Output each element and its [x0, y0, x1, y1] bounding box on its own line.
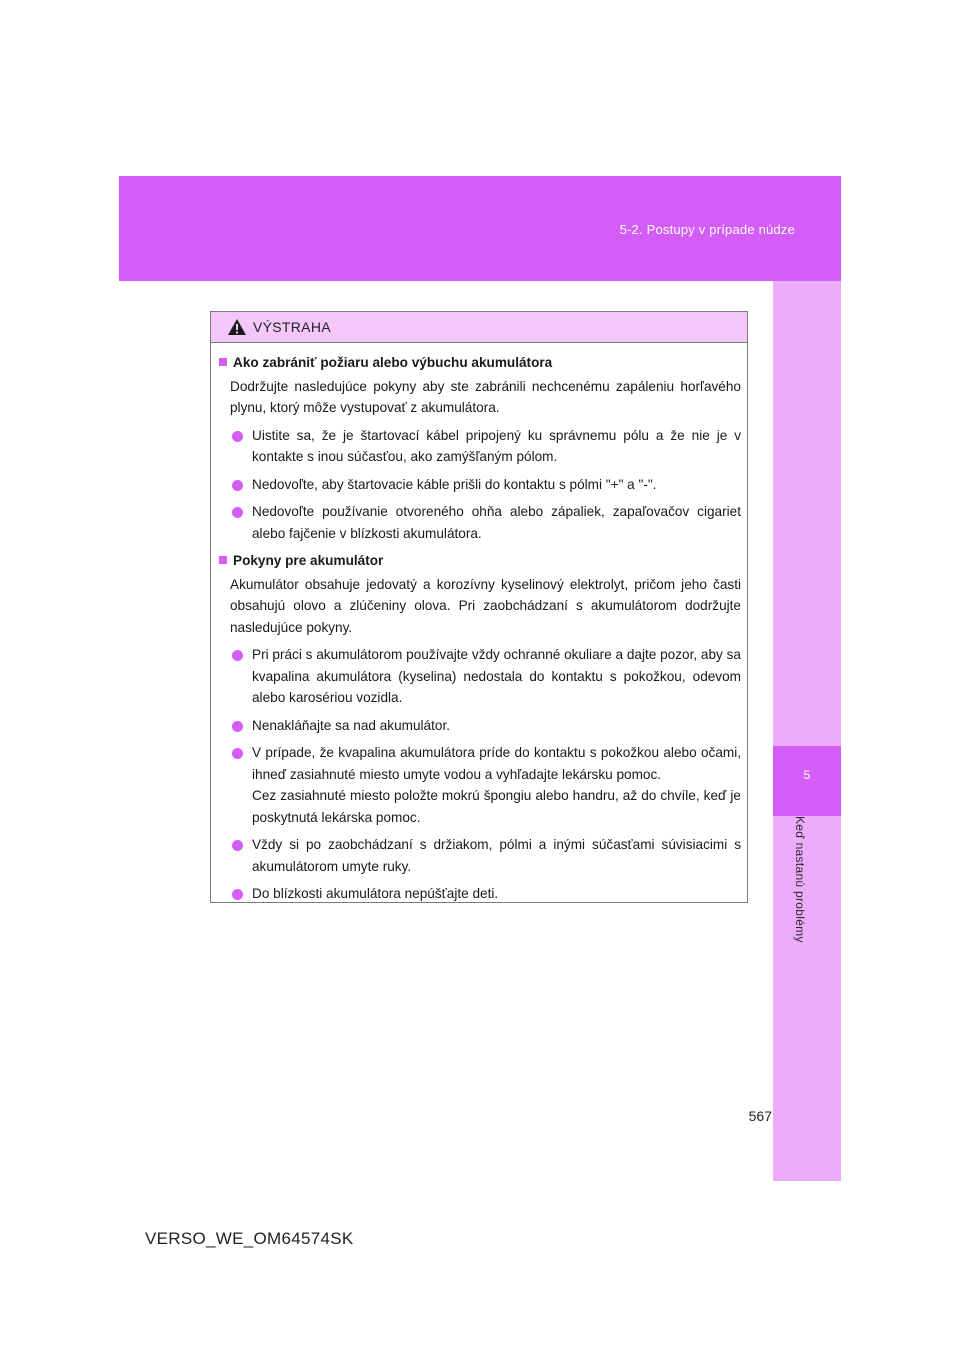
circle-bullet-icon	[232, 840, 243, 851]
square-bullet-icon	[219, 358, 227, 366]
list-item: Pri práci s akumulátorom používajte vždy ochranné okuliare a dajte pozor, aby sa kvapalina akumulátora (kyselina) nedostala do kontaktu s pokožkou, odevom alebo karosériou vozidla.	[219, 644, 741, 709]
list-item: Nenakláňajte sa nad akumulátor.	[219, 715, 741, 737]
warning-body	[211, 343, 747, 905]
document-code: VERSO_WE_OM64574SK	[145, 1229, 354, 1248]
list-item: Uistite sa, že je štartovací kábel pripojený ku správnemu pólu a že nie je v kontakte s inou súčasťou, ako zamýšľaným pólom.	[219, 425, 741, 468]
square-bullet-icon	[219, 556, 227, 564]
chapter-tab[interactable]	[773, 746, 841, 816]
topic-heading: Pokyny pre akumulátor	[233, 553, 384, 568]
topic-battery-precautions	[219, 550, 741, 905]
circle-bullet-icon	[232, 431, 243, 442]
circle-bullet-icon	[232, 748, 243, 759]
warning-header	[211, 312, 747, 343]
chapter-number: 5	[803, 768, 811, 782]
topic-heading: Ako zabrániť požiaru alebo výbuchu akumulátora	[233, 355, 553, 370]
topic-intro: Akumulátor obsahuje jedovatý a korozívny kyselinový elektrolyt, pričom jeho časti obsahujú olovo a zlúčeniny olova. Pri zaobchádzaní s akumulátorom dodržujte nasledujúce pokyny.	[230, 576, 741, 635]
circle-bullet-icon	[232, 650, 243, 661]
chapter-label: Keď nastanú problémy	[793, 816, 807, 943]
circle-bullet-icon	[232, 889, 243, 900]
list-item: Vždy si po zaobchádzaní s držiakom, pólmi a inými súčasťami súvisiacimi s akumulátorom umyte ruky.	[219, 834, 741, 877]
list-item: Do blízkosti akumulátora nepúšťajte deti.	[219, 883, 741, 905]
list-item: V prípade, že kvapalina akumulátora príde do kontaktu s pokožkou alebo očami, ihneď zasiahnuté miesto umyte vodou a vyhľadajte lekársku pomoc. Cez zasiahnuté miesto položte mokrú špongiu alebo handru, až do chvíle, keď je poskytnutá lekárska pomoc.	[219, 742, 741, 828]
warning-triangle-icon	[227, 318, 247, 336]
circle-bullet-icon	[232, 507, 243, 518]
list-item: Nedovoľte používanie otvoreného ohňa alebo zápaliek, zapaľovačov cigariet alebo fajčenie v blízkosti akumulátora.	[219, 501, 741, 544]
header-band	[119, 176, 841, 281]
page-number: 567	[748, 1108, 772, 1124]
warning-title: VÝSTRAHA	[253, 319, 331, 335]
section-title: 5-2. Postupy v prípade núdze	[619, 222, 795, 237]
circle-bullet-icon	[232, 721, 243, 732]
side-strip	[773, 281, 841, 1181]
warning-box	[210, 311, 748, 903]
circle-bullet-icon	[232, 480, 243, 491]
list-item: Nedovoľte, aby štartovacie káble prišli do kontaktu s pólmi "+" a "-".	[219, 474, 741, 496]
topic-fire-prevention	[219, 352, 741, 544]
topic-intro: Dodržujte nasledujúce pokyny aby ste zabránili nechcenému zapáleniu horľavého plynu, ktorý môže vystupovať z akumulátora.	[230, 378, 741, 415]
